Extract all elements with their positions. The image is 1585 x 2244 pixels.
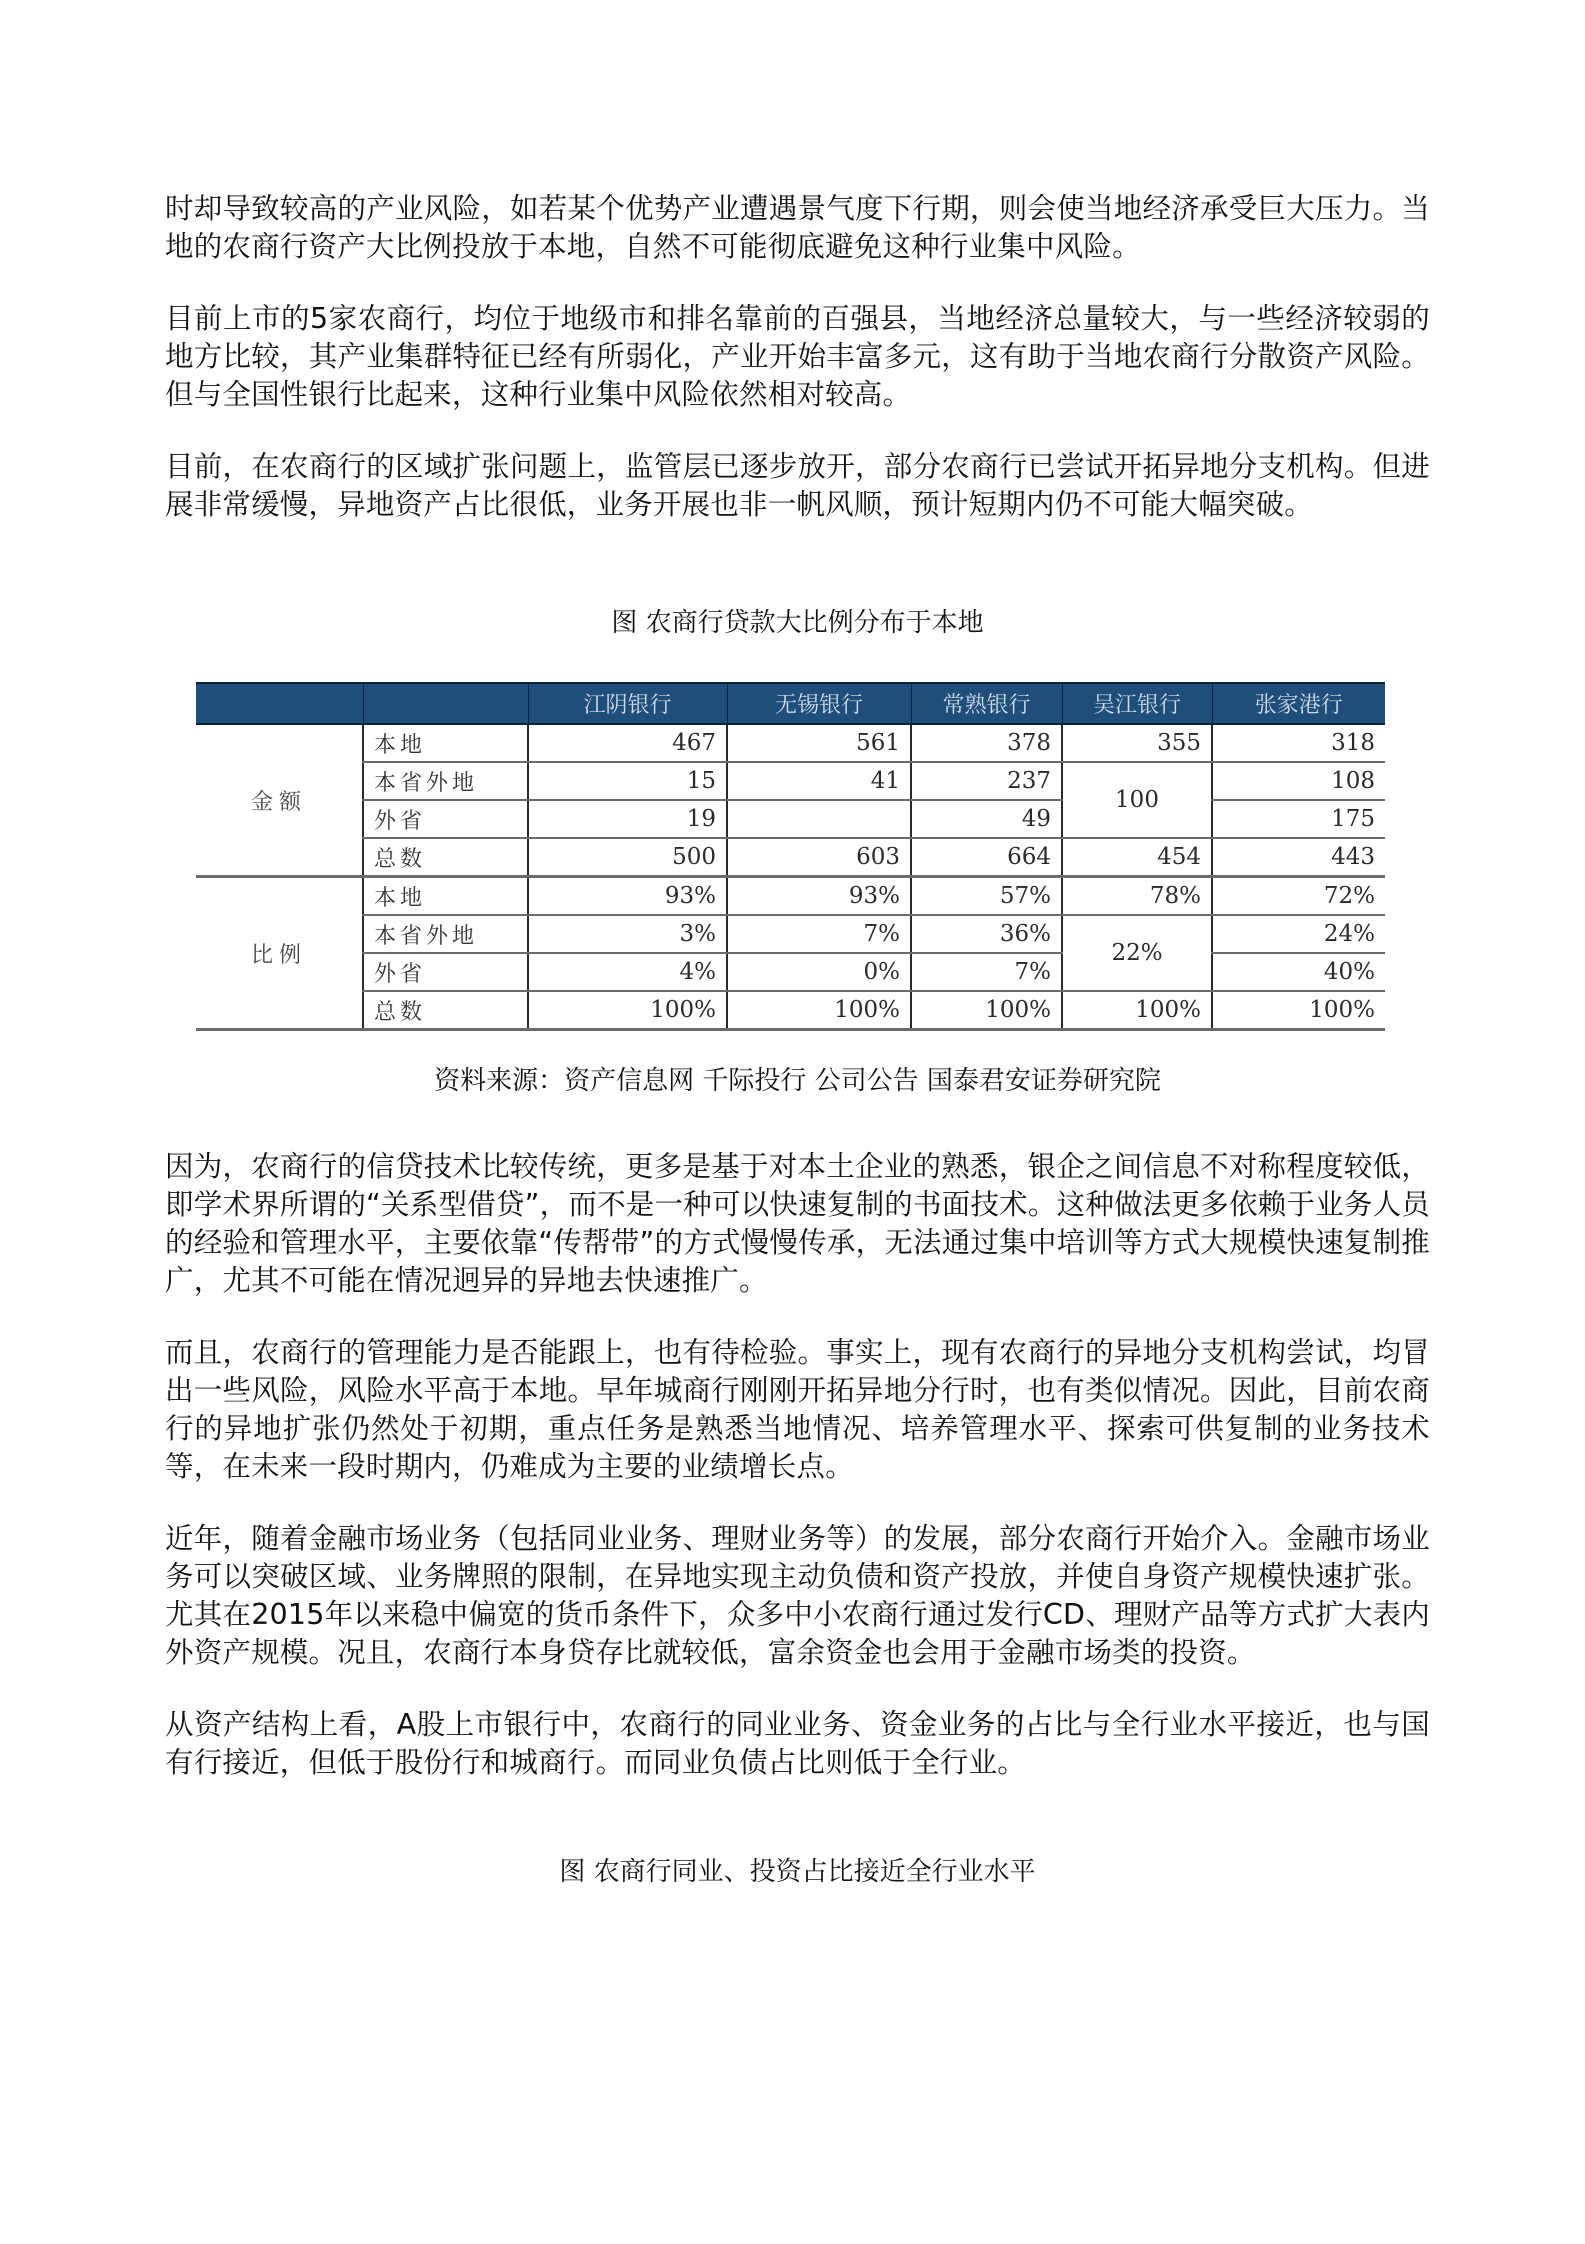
paragraph: 因为，农商行的信贷技术比较传统，更多是基于对本土企业的熟悉，银企之间信息不对称程度较低，即学术界所谓的“关系型借贷”，而不是一种可以快速复制的书面技术。这种做法更多依赖于业务人员的经验和管理水平，主要依靠“传帮带”的方式慢慢传承，无法通过集中培训等方式大规模快速复制推广，尤其不可能在情况迥异的异地去快速推广。 [165, 1150, 1430, 1297]
figure-caption: 图 农商行贷款大比例分布于本地 [611, 608, 984, 638]
table-cell: 454 [1062, 838, 1212, 877]
row-label: 本地 [363, 877, 528, 916]
figure-caption: 图 农商行同业、投资占比接近全行业水平 [559, 1857, 1036, 1887]
table-cell: 355 [1062, 724, 1212, 762]
table-cell: 93% [528, 877, 727, 916]
table-cell-merged: 100 [1062, 762, 1212, 838]
table-row [196, 838, 1385, 877]
header-cell: 吴江银行 [1062, 683, 1212, 724]
loan-distribution-table [196, 682, 1385, 1031]
paragraph: 目前，在农商行的区域扩张问题上，监管层已逐步放开，部分农商行已尝试开拓异地分支机构。但进展非常缓慢，异地资产占比很低，业务开展也非一帆风顺，预计短期内仍不可能大幅突破。 [165, 450, 1430, 521]
header-cell: 张家港行 [1212, 683, 1385, 724]
row-label: 总数 [363, 838, 528, 877]
table-header-row [196, 683, 1385, 724]
table-cell: 49 [911, 800, 1062, 838]
table-cell: 378 [911, 724, 1062, 762]
row-label: 外省 [363, 953, 528, 991]
table-cell: 100% [1212, 991, 1385, 1030]
table-cell: 100% [727, 991, 911, 1030]
group-label: 比例 [196, 877, 363, 1030]
table-cell: 108 [1212, 762, 1385, 800]
figure-source: 资料来源：资产信息网 千际投行 公司公告 国泰君安证券研究院 [434, 1066, 1161, 1096]
row-label: 本省外地 [363, 915, 528, 953]
table-row [196, 877, 1385, 916]
table-cell: 3% [528, 915, 727, 953]
table-cell: 100% [528, 991, 727, 1030]
table-cell: 664 [911, 838, 1062, 877]
table-cell: 561 [727, 724, 911, 762]
table-cell: 57% [911, 877, 1062, 916]
header-cell: 无锡银行 [727, 683, 911, 724]
table-cell: 93% [727, 877, 911, 916]
table-cell: 100% [911, 991, 1062, 1030]
table-cell: 7% [727, 915, 911, 953]
table-cell: 318 [1212, 724, 1385, 762]
paragraph: 而且，农商行的管理能力是否能跟上，也有待检验。事实上，现有农商行的异地分支机构尝试，均冒出一些风险，风险水平高于本地。早年城商行刚刚开拓异地分行时，也有类似情况。因此，目前农商行的异地扩张仍然处于初期，重点任务是熟悉当地情况、培养管理水平、探索可供复制的业务技术等，在未来一段时期内，仍难成为主要的业绩增长点。 [165, 1336, 1430, 1483]
row-label: 总数 [363, 991, 528, 1030]
table-row [196, 991, 1385, 1030]
table-cell: 24% [1212, 915, 1385, 953]
paragraphs-bottom [165, 1148, 1430, 1816]
table-cell: 40% [1212, 953, 1385, 991]
table-cell: 78% [1062, 877, 1212, 916]
table-cell [727, 800, 911, 838]
table-cell: 7% [911, 953, 1062, 991]
header-cell-empty [363, 683, 528, 724]
table-cell: 500 [528, 838, 727, 877]
header-cell-empty [196, 683, 363, 724]
table-cell: 100% [1062, 991, 1212, 1030]
paragraph: 从资产结构上看，A股上市银行中，农商行的同业业务、资金业务的占比与全行业水平接近，也与国有行接近，但低于股份行和城商行。而同业负债占比则低于全行业。 [165, 1708, 1430, 1779]
table-cell: 41 [727, 762, 911, 800]
row-label: 本地 [363, 724, 528, 762]
table-row [196, 724, 1385, 762]
row-label: 外省 [363, 800, 528, 838]
table-row [196, 915, 1385, 953]
table-cell: 443 [1212, 838, 1385, 877]
table-cell: 237 [911, 762, 1062, 800]
loan-distribution-table-figure [196, 682, 1385, 1031]
header-cell: 江阴银行 [528, 683, 727, 724]
table-row [196, 762, 1385, 800]
row-label: 本省外地 [363, 762, 528, 800]
table-cell: 4% [528, 953, 727, 991]
table-cell: 36% [911, 915, 1062, 953]
table-cell: 0% [727, 953, 911, 991]
table-cell: 467 [528, 724, 727, 762]
table-cell-merged: 22% [1062, 915, 1212, 991]
paragraphs-top [165, 190, 1430, 558]
table-cell: 15 [528, 762, 727, 800]
table-cell: 175 [1212, 800, 1385, 838]
paragraph: 目前上市的5家农商行，均位于地级市和排名靠前的百强县，当地经济总量较大，与一些经济较弱的地方比较，其产业集群特征已经有所弱化，产业开始丰富多元，这有助于当地农商行分散资产风险。但与全国性银行比起来，这种行业集中风险依然相对较高。 [165, 302, 1430, 411]
table-cell: 72% [1212, 877, 1385, 916]
table-cell: 603 [727, 838, 911, 877]
group-label: 金额 [196, 724, 363, 877]
header-cell: 常熟银行 [911, 683, 1062, 724]
table-cell: 19 [528, 800, 727, 838]
paragraph: 近年，随着金融市场业务（包括同业业务、理财业务等）的发展，部分农商行开始介入。金融市场业务可以突破区域、业务牌照的限制，在异地实现主动负债和资产投放，并使自身资产规模快速扩张。尤其在2015年以来稳中偏宽的货币条件下，众多中小农商行通过发行CD、理财产品等方式扩大表内外资产规模。况且，农商行本身贷存比就较低，富余资金也会用于金融市场类的投资。 [165, 1522, 1430, 1669]
paragraph: 时却导致较高的产业风险，如若某个优势产业遭遇景气度下行期，则会使当地经济承受巨大压力。当地的农商行资产大比例投放于本地，自然不可能彻底避免这种行业集中风险。 [165, 192, 1430, 263]
